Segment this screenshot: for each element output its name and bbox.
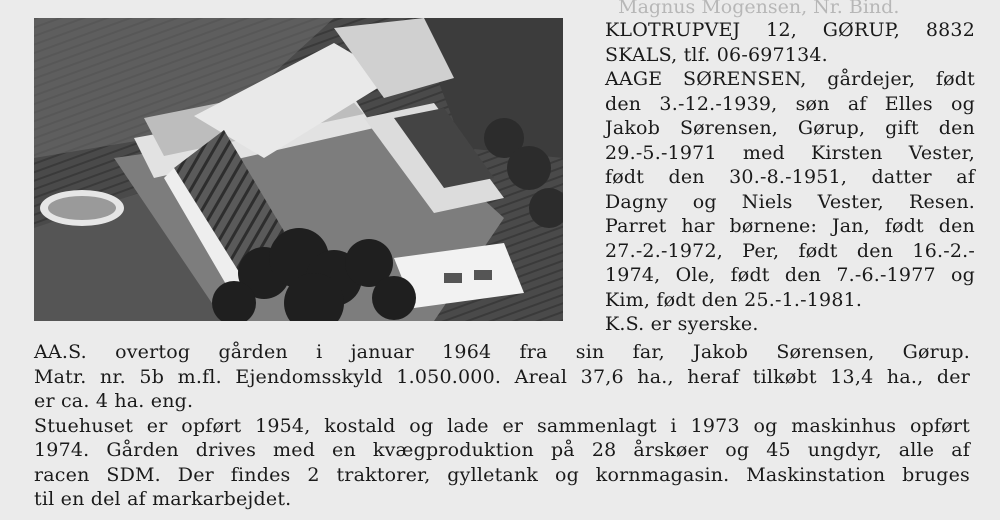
address-line: KLOTRUPVEJ 12, GØRUP, 8832 xyxy=(605,19,975,41)
farm-aerial-photo xyxy=(34,18,563,321)
owner-line: AAGE SØRENSEN, gårdejer, født xyxy=(605,68,975,90)
owner-line: Jakob Sørensen, Gørup, gift den xyxy=(605,117,975,139)
paragraph-2-line: racen SDM. Der findes 2 traktorer, gylletank og kornmagasin. Maskinstation bruges xyxy=(34,463,970,486)
address-line: SKALS, tlf. 06-697134. xyxy=(605,43,828,66)
farm-aerial-illustration xyxy=(34,18,563,321)
window xyxy=(444,273,462,283)
paragraph-2-line: til en del af markarbejdet. xyxy=(34,488,292,510)
owner-line: Parret har børnene: Jan, født den xyxy=(605,215,975,237)
paragraph-1-line: Matr. nr. 5b m.fl. Ejendomsskyld 1.050.000. Areal 37,6 ha., heraf tilkøbt 13,4 ha., der xyxy=(34,365,970,388)
farm-description xyxy=(34,340,970,512)
owner-info xyxy=(605,18,975,337)
owner-line: Dagny og Niels Vester, Resen. xyxy=(605,190,975,213)
owner-line: født den 30.-8.-1951, datter af xyxy=(605,166,975,188)
paragraph-1-line: AA.S. overtog gården i januar 1964 fra sin far, Jakob Sørensen, Gørup. xyxy=(34,341,970,363)
window xyxy=(474,270,492,280)
owner-line: 1974, Ole, født den 7.-6.-1977 og xyxy=(605,264,975,286)
owner-line: den 3.-12.-1939, søn af Elles og xyxy=(605,92,975,115)
bleed-through-text: Magnus Mogensen, Nr. Bind. xyxy=(600,0,900,18)
owner-line: Kim, født den 25.-1.-1981. xyxy=(605,288,863,311)
slurry-tank-inner xyxy=(48,196,116,220)
paragraph-1-line: er ca. 4 ha. eng. xyxy=(34,390,194,412)
owner-line: K.S. er syerske. xyxy=(605,313,759,335)
paragraph-2-line: 1974. Gården drives med en kvægproduktion på 28 årskøer og 45 ungdyr, alle af xyxy=(34,439,970,461)
owner-line: 29.-5.-1971 med Kirsten Vester, xyxy=(605,141,975,164)
paragraph-2-line: Stuehuset er opført 1954, kostald og lade er sammenlagt i 1973 og maskinhus opført xyxy=(34,414,970,437)
owner-line: 27.-2.-1972, Per, født den 16.-2.- xyxy=(605,239,975,262)
